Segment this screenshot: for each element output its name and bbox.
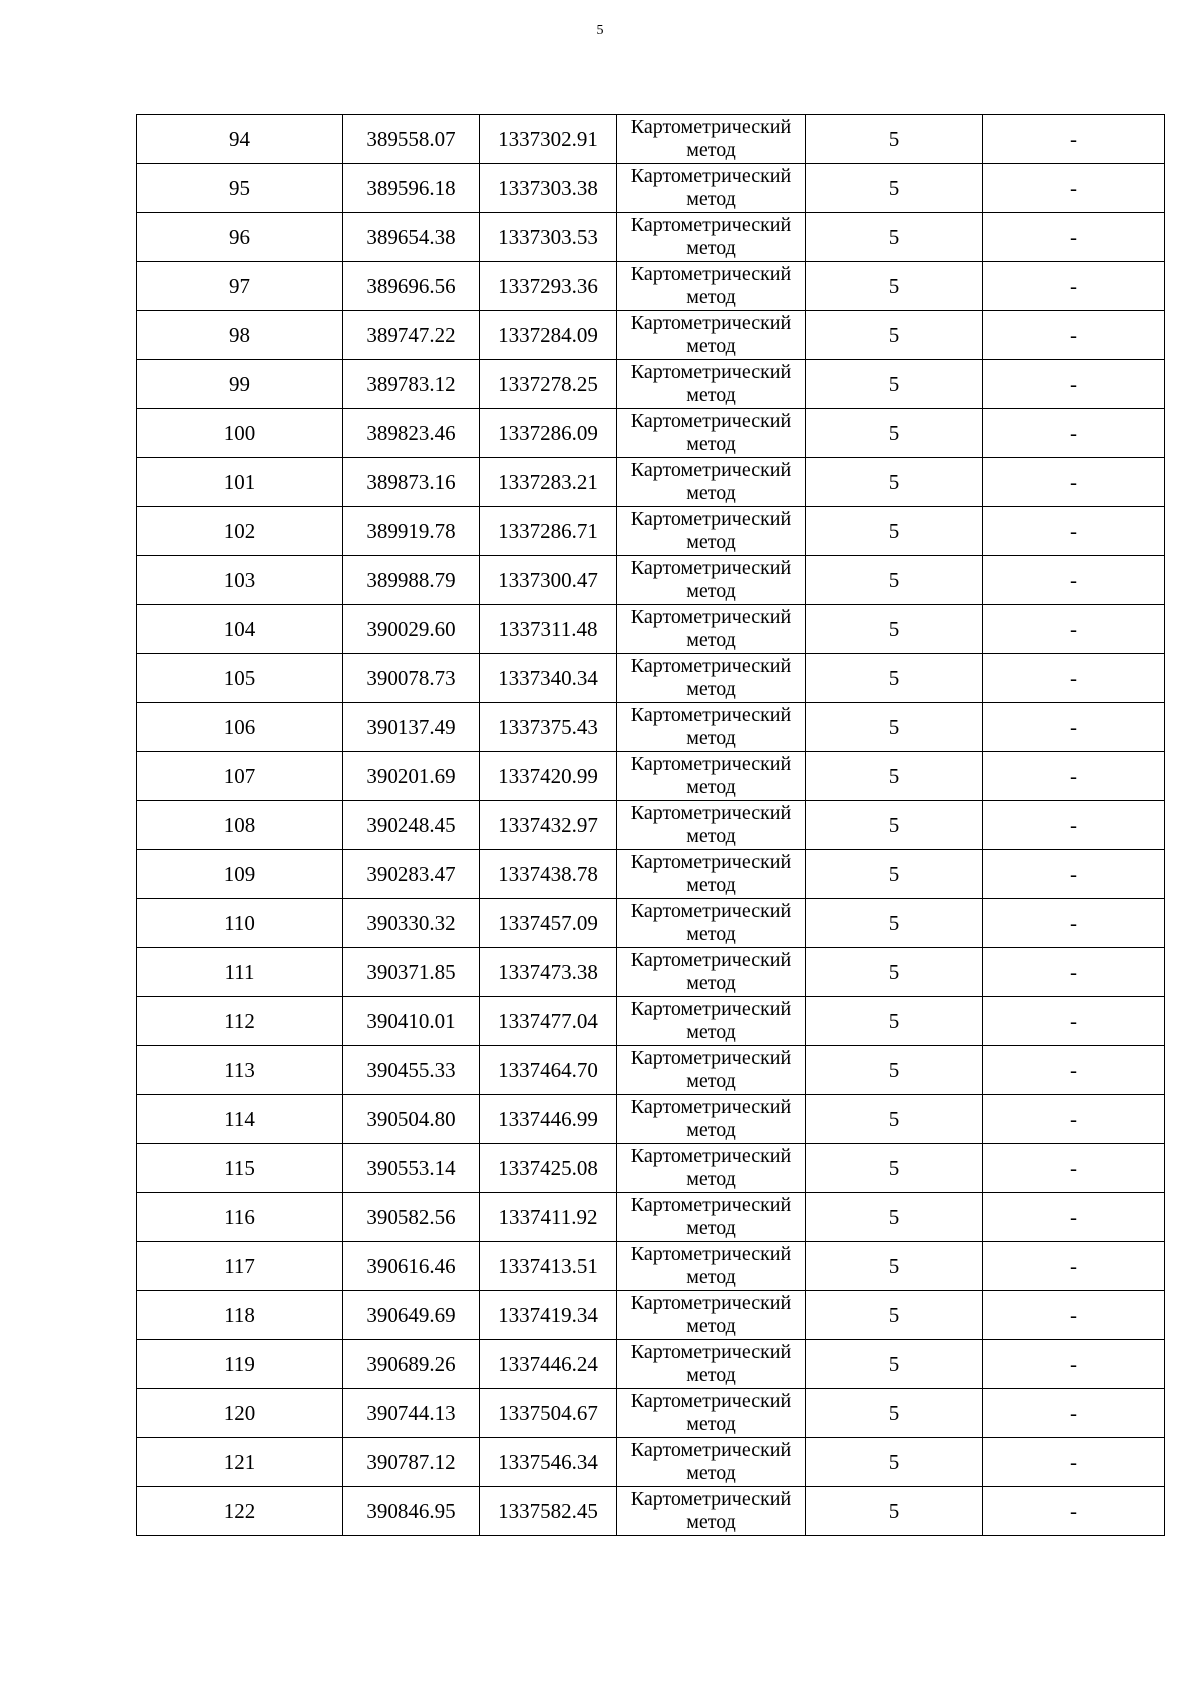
- table-row: [137, 850, 1165, 899]
- accuracy-cell: 5: [806, 850, 983, 899]
- y-coordinate-cell: 1337457.09: [480, 899, 617, 948]
- method-cell: Картометрический метод: [617, 1438, 806, 1487]
- note-cell: -: [983, 801, 1165, 850]
- point-number-cell: 98: [137, 311, 343, 360]
- table-row: [137, 1389, 1165, 1438]
- y-coordinate-cell: 1337340.34: [480, 654, 617, 703]
- y-coordinate-cell: 1337432.97: [480, 801, 617, 850]
- point-number-cell: 122: [137, 1487, 343, 1536]
- note-cell: -: [983, 262, 1165, 311]
- table-row: [137, 360, 1165, 409]
- x-coordinate-cell: 390029.60: [343, 605, 480, 654]
- point-number-cell: 94: [137, 115, 343, 164]
- x-coordinate-cell: 390330.32: [343, 899, 480, 948]
- x-coordinate-cell: 390283.47: [343, 850, 480, 899]
- method-cell: Картометрический метод: [617, 507, 806, 556]
- note-cell: -: [983, 1487, 1165, 1536]
- y-coordinate-cell: 1337413.51: [480, 1242, 617, 1291]
- table-row: [137, 556, 1165, 605]
- accuracy-cell: 5: [806, 556, 983, 605]
- method-cell: Картометрический метод: [617, 1340, 806, 1389]
- y-coordinate-cell: 1337546.34: [480, 1438, 617, 1487]
- accuracy-cell: 5: [806, 213, 983, 262]
- method-cell: Картометрический метод: [617, 1242, 806, 1291]
- method-cell: Картометрический метод: [617, 752, 806, 801]
- table-row: [137, 654, 1165, 703]
- method-cell: Картометрический метод: [617, 1487, 806, 1536]
- y-coordinate-cell: 1337411.92: [480, 1193, 617, 1242]
- accuracy-cell: 5: [806, 1242, 983, 1291]
- y-coordinate-cell: 1337300.47: [480, 556, 617, 605]
- table-row: [137, 899, 1165, 948]
- point-number-cell: 102: [137, 507, 343, 556]
- accuracy-cell: 5: [806, 1291, 983, 1340]
- note-cell: -: [983, 458, 1165, 507]
- x-coordinate-cell: 390553.14: [343, 1144, 480, 1193]
- note-cell: -: [983, 1193, 1165, 1242]
- method-cell: Картометрический метод: [617, 409, 806, 458]
- point-number-cell: 115: [137, 1144, 343, 1193]
- method-cell: Картометрический метод: [617, 654, 806, 703]
- y-coordinate-cell: 1337278.25: [480, 360, 617, 409]
- method-cell: Картометрический метод: [617, 1389, 806, 1438]
- x-coordinate-cell: 389823.46: [343, 409, 480, 458]
- y-coordinate-cell: 1337303.38: [480, 164, 617, 213]
- note-cell: -: [983, 1144, 1165, 1193]
- method-cell: Картометрический метод: [617, 262, 806, 311]
- method-cell: Картометрический метод: [617, 1291, 806, 1340]
- point-number-cell: 113: [137, 1046, 343, 1095]
- y-coordinate-cell: 1337464.70: [480, 1046, 617, 1095]
- note-cell: -: [983, 752, 1165, 801]
- method-cell: Картометрический метод: [617, 703, 806, 752]
- y-coordinate-cell: 1337425.08: [480, 1144, 617, 1193]
- accuracy-cell: 5: [806, 409, 983, 458]
- y-coordinate-cell: 1337286.09: [480, 409, 617, 458]
- method-cell: Картометрический метод: [617, 213, 806, 262]
- accuracy-cell: 5: [806, 115, 983, 164]
- accuracy-cell: 5: [806, 458, 983, 507]
- table-row: [137, 703, 1165, 752]
- table-row: [137, 458, 1165, 507]
- x-coordinate-cell: 390504.80: [343, 1095, 480, 1144]
- y-coordinate-cell: 1337420.99: [480, 752, 617, 801]
- note-cell: -: [983, 164, 1165, 213]
- note-cell: -: [983, 654, 1165, 703]
- table-row: [137, 1291, 1165, 1340]
- point-number-cell: 109: [137, 850, 343, 899]
- method-cell: Картометрический метод: [617, 311, 806, 360]
- accuracy-cell: 5: [806, 899, 983, 948]
- point-number-cell: 118: [137, 1291, 343, 1340]
- table-row: [137, 1144, 1165, 1193]
- x-coordinate-cell: 390410.01: [343, 997, 480, 1046]
- y-coordinate-cell: 1337473.38: [480, 948, 617, 997]
- x-coordinate-cell: 390649.69: [343, 1291, 480, 1340]
- note-cell: -: [983, 409, 1165, 458]
- note-cell: -: [983, 556, 1165, 605]
- x-coordinate-cell: 389696.56: [343, 262, 480, 311]
- y-coordinate-cell: 1337419.34: [480, 1291, 617, 1340]
- point-number-cell: 97: [137, 262, 343, 311]
- note-cell: -: [983, 1438, 1165, 1487]
- x-coordinate-cell: 390371.85: [343, 948, 480, 997]
- accuracy-cell: 5: [806, 1438, 983, 1487]
- accuracy-cell: 5: [806, 1389, 983, 1438]
- point-number-cell: 120: [137, 1389, 343, 1438]
- note-cell: -: [983, 997, 1165, 1046]
- table-row: [137, 801, 1165, 850]
- y-coordinate-cell: 1337284.09: [480, 311, 617, 360]
- accuracy-cell: 5: [806, 948, 983, 997]
- y-coordinate-cell: 1337283.21: [480, 458, 617, 507]
- note-cell: -: [983, 311, 1165, 360]
- method-cell: Картометрический метод: [617, 1193, 806, 1242]
- x-coordinate-cell: 389654.38: [343, 213, 480, 262]
- point-number-cell: 121: [137, 1438, 343, 1487]
- y-coordinate-cell: 1337286.71: [480, 507, 617, 556]
- method-cell: Картометрический метод: [617, 997, 806, 1046]
- point-number-cell: 114: [137, 1095, 343, 1144]
- page-number: 5: [596, 23, 604, 38]
- method-cell: Картометрический метод: [617, 850, 806, 899]
- coordinates-table: [136, 114, 1165, 1536]
- point-number-cell: 95: [137, 164, 343, 213]
- method-cell: Картометрический метод: [617, 1095, 806, 1144]
- y-coordinate-cell: 1337302.91: [480, 115, 617, 164]
- y-coordinate-cell: 1337375.43: [480, 703, 617, 752]
- point-number-cell: 110: [137, 899, 343, 948]
- method-cell: Картометрический метод: [617, 1046, 806, 1095]
- note-cell: -: [983, 1389, 1165, 1438]
- x-coordinate-cell: 390744.13: [343, 1389, 480, 1438]
- table-row: [137, 948, 1165, 997]
- point-number-cell: 99: [137, 360, 343, 409]
- table-row: [137, 213, 1165, 262]
- accuracy-cell: 5: [806, 801, 983, 850]
- method-cell: Картометрический метод: [617, 1144, 806, 1193]
- note-cell: -: [983, 1291, 1165, 1340]
- x-coordinate-cell: 390616.46: [343, 1242, 480, 1291]
- x-coordinate-cell: 390582.56: [343, 1193, 480, 1242]
- accuracy-cell: 5: [806, 1340, 983, 1389]
- accuracy-cell: 5: [806, 654, 983, 703]
- method-cell: Картометрический метод: [617, 801, 806, 850]
- note-cell: -: [983, 213, 1165, 262]
- table-row: [137, 997, 1165, 1046]
- table-row: [137, 409, 1165, 458]
- method-cell: Картометрический метод: [617, 899, 806, 948]
- x-coordinate-cell: 389558.07: [343, 115, 480, 164]
- table-row: [137, 164, 1165, 213]
- point-number-cell: 104: [137, 605, 343, 654]
- method-cell: Картометрический метод: [617, 164, 806, 213]
- y-coordinate-cell: 1337504.67: [480, 1389, 617, 1438]
- point-number-cell: 105: [137, 654, 343, 703]
- point-number-cell: 100: [137, 409, 343, 458]
- x-coordinate-cell: 389596.18: [343, 164, 480, 213]
- y-coordinate-cell: 1337446.99: [480, 1095, 617, 1144]
- x-coordinate-cell: 389783.12: [343, 360, 480, 409]
- method-cell: Картометрический метод: [617, 605, 806, 654]
- method-cell: Картометрический метод: [617, 360, 806, 409]
- method-cell: Картометрический метод: [617, 556, 806, 605]
- y-coordinate-cell: 1337582.45: [480, 1487, 617, 1536]
- accuracy-cell: 5: [806, 1095, 983, 1144]
- point-number-cell: 111: [137, 948, 343, 997]
- accuracy-cell: 5: [806, 360, 983, 409]
- x-coordinate-cell: 390137.49: [343, 703, 480, 752]
- note-cell: -: [983, 948, 1165, 997]
- accuracy-cell: 5: [806, 164, 983, 213]
- x-coordinate-cell: 390846.95: [343, 1487, 480, 1536]
- y-coordinate-cell: 1337446.24: [480, 1340, 617, 1389]
- note-cell: -: [983, 360, 1165, 409]
- point-number-cell: 116: [137, 1193, 343, 1242]
- accuracy-cell: 5: [806, 1144, 983, 1193]
- x-coordinate-cell: 390455.33: [343, 1046, 480, 1095]
- table-body: [137, 115, 1165, 1536]
- point-number-cell: 96: [137, 213, 343, 262]
- point-number-cell: 106: [137, 703, 343, 752]
- accuracy-cell: 5: [806, 262, 983, 311]
- x-coordinate-cell: 390689.26: [343, 1340, 480, 1389]
- method-cell: Картометрический метод: [617, 948, 806, 997]
- table-row: [137, 1095, 1165, 1144]
- accuracy-cell: 5: [806, 311, 983, 360]
- note-cell: -: [983, 1242, 1165, 1291]
- table-row: [137, 605, 1165, 654]
- table-row: [137, 1487, 1165, 1536]
- y-coordinate-cell: 1337293.36: [480, 262, 617, 311]
- table-row: [137, 1340, 1165, 1389]
- accuracy-cell: 5: [806, 752, 983, 801]
- table-row: [137, 262, 1165, 311]
- x-coordinate-cell: 389919.78: [343, 507, 480, 556]
- x-coordinate-cell: 390248.45: [343, 801, 480, 850]
- table-row: [137, 115, 1165, 164]
- point-number-cell: 101: [137, 458, 343, 507]
- note-cell: -: [983, 850, 1165, 899]
- table-row: [137, 311, 1165, 360]
- point-number-cell: 103: [137, 556, 343, 605]
- y-coordinate-cell: 1337303.53: [480, 213, 617, 262]
- table-row: [137, 1438, 1165, 1487]
- x-coordinate-cell: 389747.22: [343, 311, 480, 360]
- method-cell: Картометрический метод: [617, 115, 806, 164]
- accuracy-cell: 5: [806, 605, 983, 654]
- note-cell: -: [983, 605, 1165, 654]
- x-coordinate-cell: 389988.79: [343, 556, 480, 605]
- table-row: [137, 1242, 1165, 1291]
- x-coordinate-cell: 390787.12: [343, 1438, 480, 1487]
- accuracy-cell: 5: [806, 507, 983, 556]
- point-number-cell: 112: [137, 997, 343, 1046]
- point-number-cell: 117: [137, 1242, 343, 1291]
- note-cell: -: [983, 703, 1165, 752]
- accuracy-cell: 5: [806, 1487, 983, 1536]
- method-cell: Картометрический метод: [617, 458, 806, 507]
- note-cell: -: [983, 899, 1165, 948]
- table-row: [137, 1046, 1165, 1095]
- table-row: [137, 1193, 1165, 1242]
- y-coordinate-cell: 1337438.78: [480, 850, 617, 899]
- x-coordinate-cell: 389873.16: [343, 458, 480, 507]
- accuracy-cell: 5: [806, 1193, 983, 1242]
- y-coordinate-cell: 1337477.04: [480, 997, 617, 1046]
- note-cell: -: [983, 115, 1165, 164]
- accuracy-cell: 5: [806, 997, 983, 1046]
- point-number-cell: 119: [137, 1340, 343, 1389]
- note-cell: -: [983, 507, 1165, 556]
- x-coordinate-cell: 390201.69: [343, 752, 480, 801]
- note-cell: -: [983, 1046, 1165, 1095]
- accuracy-cell: 5: [806, 703, 983, 752]
- table-row: [137, 752, 1165, 801]
- y-coordinate-cell: 1337311.48: [480, 605, 617, 654]
- accuracy-cell: 5: [806, 1046, 983, 1095]
- note-cell: -: [983, 1095, 1165, 1144]
- point-number-cell: 108: [137, 801, 343, 850]
- table-row: [137, 507, 1165, 556]
- point-number-cell: 107: [137, 752, 343, 801]
- x-coordinate-cell: 390078.73: [343, 654, 480, 703]
- note-cell: -: [983, 1340, 1165, 1389]
